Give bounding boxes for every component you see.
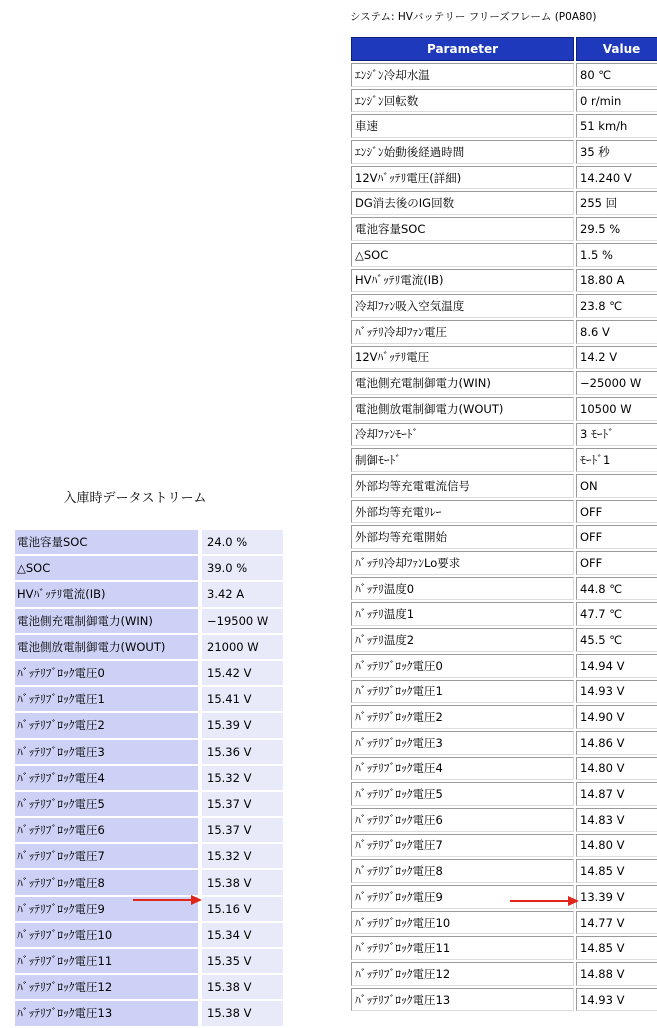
table-row [351,320,657,344]
value-cell: OFF [576,525,657,549]
table-row [15,766,283,790]
parameter-cell: ﾊﾞｯﾃﾘ温度1 [351,602,574,626]
table-row [351,140,657,164]
red-right-arrow-icon [133,894,203,906]
parameter-cell: ﾊﾞｯﾃﾘﾌﾞﾛｯｸ電圧5 [351,782,574,806]
parameter-cell: ﾊﾞｯﾃﾘﾌﾞﾛｯｸ電圧13 [351,988,574,1012]
table-row [15,582,283,606]
parameter-cell: ﾊﾞｯﾃﾘﾌﾞﾛｯｸ電圧0 [351,654,574,678]
parameter-cell: 電池容量SOC [15,530,198,554]
value-cell: 14.80 V [576,757,657,781]
table-row [351,731,657,755]
parameter-cell: ﾊﾞｯﾃﾘﾌﾞﾛｯｸ電圧2 [15,713,198,737]
parameter-cell: 電池側充電制御電力(WIN) [15,609,198,633]
parameter-cell: ﾊﾞｯﾃﾘﾌﾞﾛｯｸ電圧10 [15,923,198,947]
parameter-cell: ﾊﾞｯﾃﾘﾌﾞﾛｯｸ電圧5 [15,792,198,816]
value-cell: 23.8 ℃ [576,294,657,318]
parameter-column-header: Parameter [351,37,574,61]
parameter-cell: △SOC [351,243,574,267]
table-row [351,166,657,190]
value-cell: 14.83 V [576,808,657,832]
parameter-cell: ｴﾝｼﾞﾝ始動後経過時間 [351,140,574,164]
table-row [351,936,657,960]
garage-entry-datastream-table [15,528,283,1028]
parameter-cell: ｴﾝｼﾞﾝ冷却水温 [351,63,574,87]
parameter-cell: 12Vﾊﾞｯﾃﾘ電圧 [351,346,574,370]
table-row [351,500,657,524]
value-cell: ON [576,474,657,498]
table-row [351,782,657,806]
parameter-cell: ﾊﾞｯﾃﾘﾌﾞﾛｯｸ電圧0 [15,661,198,685]
parameter-cell: ﾊﾞｯﾃﾘ温度2 [351,628,574,652]
table-row [351,63,657,87]
table-row [351,757,657,781]
parameter-cell: HVﾊﾞｯﾃﾘ電流(IB) [351,269,574,293]
table-row [351,911,657,935]
value-cell: −25000 W [576,371,657,395]
parameter-cell: ﾊﾞｯﾃﾘﾌﾞﾛｯｸ電圧2 [351,705,574,729]
table-row [351,474,657,498]
parameter-cell: 12Vﾊﾞｯﾃﾘ電圧(詳細) [351,166,574,190]
parameter-cell: ﾊﾞｯﾃﾘﾌﾞﾛｯｸ電圧8 [351,859,574,883]
table-row [351,885,657,909]
table-row [15,923,283,947]
value-cell: 15.37 V [198,792,283,816]
value-cell: 45.5 ℃ [576,628,657,652]
table-row [351,294,657,318]
table-row [15,609,283,633]
value-cell: 14.77 V [576,911,657,935]
parameter-cell: DG消去後のIG回数 [351,191,574,215]
table-row [15,844,283,868]
value-cell: 14.85 V [576,936,657,960]
freeze-frame-table [349,35,657,1013]
parameter-cell: ﾊﾞｯﾃﾘﾌﾞﾛｯｸ電圧8 [15,870,198,894]
value-cell: 10500 W [576,397,657,421]
table-row [15,975,283,999]
parameter-cell: ﾊﾞｯﾃﾘﾌﾞﾛｯｸ電圧4 [351,757,574,781]
table-row [351,217,657,241]
value-cell: 8.6 V [576,320,657,344]
value-cell: 14.93 V [576,680,657,704]
value-cell: 14.240 V [576,166,657,190]
parameter-cell: ﾊﾞｯﾃﾘ冷却ﾌｧﾝLo要求 [351,551,574,575]
table-row [351,808,657,832]
value-cell: OFF [576,551,657,575]
parameter-cell: 車速 [351,114,574,138]
parameter-cell: 冷却ﾌｧﾝ吸入空気温度 [351,294,574,318]
value-cell: 13.39 V [576,885,657,909]
table-row [351,346,657,370]
parameter-cell: 電池側充電制御電力(WIN) [351,371,574,395]
parameter-cell: ﾊﾞｯﾃﾘﾌﾞﾛｯｸ電圧9 [351,885,574,909]
table-row [15,949,283,973]
table-row [15,740,283,764]
value-cell: −19500 W [198,609,283,633]
table-row [351,423,657,447]
right-caption: システム: HVバッテリー フリーズフレーム (P0A80) [350,11,597,23]
parameter-cell: ﾊﾞｯﾃﾘﾌﾞﾛｯｸ電圧13 [15,1001,198,1025]
parameter-cell: ﾊﾞｯﾃﾘﾌﾞﾛｯｸ電圧11 [15,949,198,973]
table-row [15,1001,283,1025]
table-row [15,713,283,737]
table-row [15,530,283,554]
table-row [351,602,657,626]
table-row [15,661,283,685]
table-row [351,988,657,1012]
table-row [351,269,657,293]
table-row [351,705,657,729]
parameter-cell: 外部均等充電ﾘﾚｰ [351,500,574,524]
parameter-cell: ﾊﾞｯﾃﾘﾌﾞﾛｯｸ電圧6 [351,808,574,832]
red-right-arrow-icon [510,895,580,907]
parameter-cell: △SOC [15,556,198,580]
value-cell: 15.34 V [198,923,283,947]
parameter-cell: ﾊﾞｯﾃﾘﾌﾞﾛｯｸ電圧6 [15,818,198,842]
value-cell: 15.32 V [198,844,283,868]
value-cell: 15.35 V [198,949,283,973]
parameter-cell: ﾊﾞｯﾃﾘ温度0 [351,577,574,601]
value-cell: 0 r/min [576,89,657,113]
parameter-cell: ﾊﾞｯﾃﾘﾌﾞﾛｯｸ電圧4 [15,766,198,790]
table-row [351,577,657,601]
table-row [15,870,283,894]
value-cell: 15.38 V [198,870,283,894]
value-cell: 15.42 V [198,661,283,685]
parameter-cell: ﾊﾞｯﾃﾘ冷却ﾌｧﾝ電圧 [351,320,574,344]
table-row [15,792,283,816]
table-row [15,556,283,580]
value-cell: 80 ℃ [576,63,657,87]
parameter-cell: 制御ﾓｰﾄﾞ [351,448,574,472]
table-row [351,191,657,215]
value-cell: 15.39 V [198,713,283,737]
value-cell: 14.93 V [576,988,657,1012]
parameter-cell: 冷却ﾌｧﾝﾓｰﾄﾞ [351,423,574,447]
table-row [351,680,657,704]
table-row [351,654,657,678]
value-cell: 15.38 V [198,1001,283,1025]
parameter-cell: ﾊﾞｯﾃﾘﾌﾞﾛｯｸ電圧10 [351,911,574,935]
parameter-cell: ﾊﾞｯﾃﾘﾌﾞﾛｯｸ電圧7 [351,834,574,858]
value-cell: 3 ﾓｰﾄﾞ [576,423,657,447]
value-cell: 14.94 V [576,654,657,678]
value-cell: 15.38 V [198,975,283,999]
value-cell: 14.87 V [576,782,657,806]
parameter-cell: ﾊﾞｯﾃﾘﾌﾞﾛｯｸ電圧3 [351,731,574,755]
value-cell: 14.88 V [576,962,657,986]
table-row [15,687,283,711]
table-row [15,635,283,659]
value-cell: 14.85 V [576,859,657,883]
parameter-cell: ﾊﾞｯﾃﾘﾌﾞﾛｯｸ電圧12 [351,962,574,986]
value-cell: 47.7 ℃ [576,602,657,626]
table-row [351,834,657,858]
parameter-cell: 外部均等充電電流信号 [351,474,574,498]
value-cell: 15.36 V [198,740,283,764]
parameter-cell: 電池側放電制御電力(WOUT) [351,397,574,421]
value-cell: 21000 W [198,635,283,659]
parameter-cell: ﾊﾞｯﾃﾘﾌﾞﾛｯｸ電圧7 [15,844,198,868]
parameter-cell: HVﾊﾞｯﾃﾘ電流(IB) [15,582,198,606]
value-cell: 35 秒 [576,140,657,164]
table-row [351,859,657,883]
value-cell: 15.32 V [198,766,283,790]
value-cell: 255 回 [576,191,657,215]
value-cell: 29.5 % [576,217,657,241]
table-row [15,818,283,842]
table-row [351,243,657,267]
parameter-cell: ﾊﾞｯﾃﾘﾌﾞﾛｯｸ電圧12 [15,975,198,999]
parameter-cell: ﾊﾞｯﾃﾘﾌﾞﾛｯｸ電圧1 [15,687,198,711]
table-row [351,525,657,549]
parameter-cell: 電池容量SOC [351,217,574,241]
value-cell: 14.80 V [576,834,657,858]
left-caption: 入庫時データストリーム [63,491,207,506]
table-row [351,962,657,986]
parameter-cell: ｴﾝｼﾞﾝ回転数 [351,89,574,113]
value-cell: 39.0 % [198,556,283,580]
table-row [351,628,657,652]
value-cell: 14.90 V [576,705,657,729]
parameter-cell: 電池側放電制御電力(WOUT) [15,635,198,659]
value-cell: 14.86 V [576,731,657,755]
value-cell: 24.0 % [198,530,283,554]
value-column-header: Value [576,37,657,61]
table-row [351,89,657,113]
table-row [351,371,657,395]
table-row [351,397,657,421]
value-cell: 44.8 ℃ [576,577,657,601]
table-row [351,114,657,138]
table-row [351,551,657,575]
parameter-cell: ﾊﾞｯﾃﾘﾌﾞﾛｯｸ電圧3 [15,740,198,764]
table-row [351,448,657,472]
freeze-frame-panel [349,35,657,1020]
value-cell: 15.16 V [198,897,283,921]
value-cell: ﾓｰﾄﾞ1 [576,448,657,472]
parameter-cell: 外部均等充電開始 [351,525,574,549]
table-header-row [351,37,657,61]
value-cell: 15.37 V [198,818,283,842]
value-cell: 3.42 A [198,582,283,606]
value-cell: 51 km/h [576,114,657,138]
value-cell: OFF [576,500,657,524]
parameter-cell: ﾊﾞｯﾃﾘﾌﾞﾛｯｸ電圧9 [15,897,198,921]
parameter-cell: ﾊﾞｯﾃﾘﾌﾞﾛｯｸ電圧1 [351,680,574,704]
value-cell: 1.5 % [576,243,657,267]
value-cell: 15.41 V [198,687,283,711]
value-cell: 18.80 A [576,269,657,293]
value-cell: 14.2 V [576,346,657,370]
parameter-cell: ﾊﾞｯﾃﾘﾌﾞﾛｯｸ電圧11 [351,936,574,960]
